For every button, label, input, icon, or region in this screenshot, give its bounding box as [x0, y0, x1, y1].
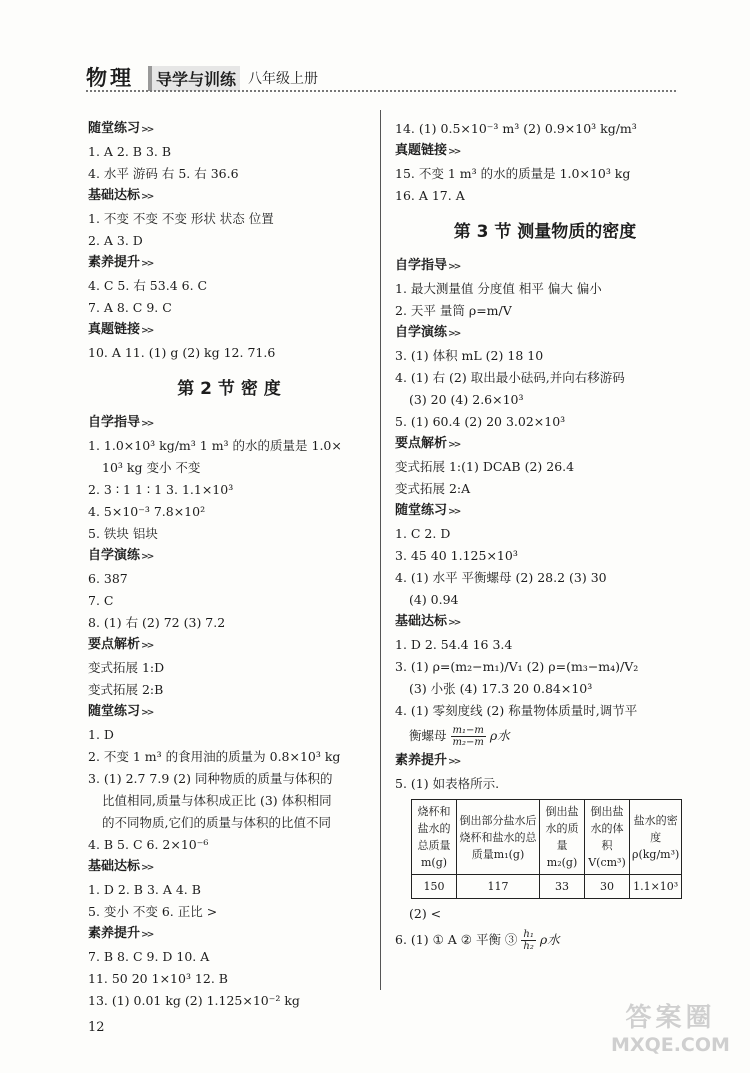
section-heading: 自学指导 >>: [395, 255, 695, 278]
section-heading: 自学演练 >>: [88, 545, 370, 568]
answer-line: 8. (1) 右 (2) 72 (3) 7.2: [88, 615, 226, 630]
answer-line: 5. (1) 60.4 (2) 20 3.02×10³: [395, 414, 566, 429]
answer-line: 4. 5×10⁻³ 7.8×10²: [88, 504, 206, 519]
table-cell: 1.1×10³: [630, 875, 682, 899]
answer-line: 变式拓展 2:A: [395, 481, 471, 496]
answer-line: 2. 天平 量筒 ρ=m/V: [395, 303, 512, 318]
table-cell: 150: [412, 875, 457, 899]
section-heading: 要点解析 >>: [395, 433, 695, 456]
answer-line: 13. (1) 0.01 kg (2) 1.125×10⁻² kg: [88, 993, 300, 1008]
answer-line: 比值相同,质量与体积成正比 (3) 体积相同: [102, 793, 332, 808]
header-brand: 导学与训练: [148, 66, 240, 91]
answer-line: 5. 变小 不变 6. 正比 >: [88, 904, 218, 919]
section-heading: 基础达标 >>: [88, 856, 370, 879]
left-column: [88, 118, 370, 1012]
answer-line: 1. 1.0×10³ kg/m³ 1 m³ 的水的质量是 1.0×: [88, 438, 342, 453]
answer-line: 变式拓展 2:B: [88, 682, 164, 697]
answer-line-with-fraction: [395, 925, 695, 955]
section-heading: 随堂练习 >>: [88, 701, 370, 724]
table-header-cell: 倒出盐水的质量m₂(g): [540, 800, 585, 875]
answer-line: 3. (1) ρ=(m₂−m₁)/V₁ (2) ρ=(m₃−m₄)/V₂: [395, 659, 639, 674]
answer-line: 4. B 5. C 6. 2×10⁻⁶: [88, 837, 209, 852]
fraction-numerator: h₁: [523, 929, 534, 940]
right-column: [395, 118, 695, 955]
answer-line: 1. D 2. 54.4 16 3.4: [395, 637, 513, 652]
section-heading: 真题链接 >>: [395, 140, 695, 163]
answer-line: 1. D 2. B 3. A 4. B: [88, 882, 201, 897]
rho-symbol: ρ水: [489, 728, 510, 743]
answer-line: (3) 20 (4) 2.6×10³: [409, 392, 524, 407]
answer-line-with-fraction: [395, 722, 695, 750]
answer-line: 1. D: [88, 727, 114, 742]
density-table: [411, 799, 682, 899]
section-heading: 真题链接 >>: [88, 319, 370, 342]
table-cell: 33: [540, 875, 585, 899]
answer-line: 的不同物质,它们的质量与体积的比值不同: [102, 815, 331, 830]
section-heading: 自学指导 >>: [88, 412, 370, 435]
section-heading: 素养提升 >>: [88, 923, 370, 946]
answer-line: 7. B 8. C 9. D 10. A: [88, 949, 210, 964]
header-grade: 八年级上册: [248, 71, 318, 87]
answer-line: 14. (1) 0.5×10⁻³ m³ (2) 0.9×10³ kg/m³: [395, 121, 637, 136]
watermark-text: 答案圈: [625, 1003, 716, 1033]
answer-line: 5. (1) 如表格所示.: [395, 776, 500, 791]
table-header-cell: 倒出部分盐水后烧杯和盐水的总质量m₁(g): [457, 800, 540, 875]
answer-line: 16. A 17. A: [395, 188, 465, 203]
answer-line: 2. 3 ∶ 1 1 ∶ 1 3. 1.1×10³: [88, 482, 234, 497]
fraction: [451, 725, 486, 748]
section-heading: 随堂练习 >>: [88, 118, 370, 141]
answer-text: 衡螺母: [409, 728, 447, 743]
answer-line: 2. 不变 1 m³ 的食用油的质量为 0.8×10³ kg: [88, 749, 341, 764]
answer-line: 4. C 5. 右 53.4 6. C: [88, 278, 208, 293]
answer-line: 变式拓展 1:D: [88, 660, 165, 675]
answer-line: 10³ kg 变小 不变: [102, 460, 201, 475]
answer-line: (3) 小张 (4) 17.3 20 0.84×10³: [409, 681, 593, 696]
answer-line: 5. 铁块 铝块: [88, 526, 158, 541]
chapter-title: 第 2 节 密 度: [177, 379, 281, 399]
answer-line: (4) 0.94: [409, 592, 459, 607]
answer-line: 4. (1) 零刻度线 (2) 称量物体质量时,调节平: [395, 703, 638, 718]
fraction-denominator: m₂−m: [452, 737, 484, 748]
section-heading: 随堂练习 >>: [395, 500, 695, 523]
header-subject: 物理: [86, 65, 134, 90]
table-cell: 117: [457, 875, 540, 899]
watermark-url: MXQE.COM: [611, 1034, 730, 1056]
chapter-title: 第 3 节 测量物质的密度: [453, 222, 637, 242]
section-heading: 要点解析 >>: [88, 634, 370, 657]
answer-line: 1. C 2. D: [395, 526, 451, 541]
table-header-row: [412, 800, 682, 875]
table-header-cell: 烧杯和盐水的总质量m(g): [412, 800, 457, 875]
answer-line: 3. (1) 2.7 7.9 (2) 同种物质的质量与体积的: [88, 771, 333, 786]
page-header: [86, 62, 676, 96]
section-heading: 素养提升 >>: [88, 252, 370, 275]
fraction-numerator: m₁−m: [452, 725, 484, 736]
answer-line: 7. C: [88, 593, 114, 608]
answer-line: 1. 最大测量值 分度值 相平 偏大 偏小: [395, 281, 602, 296]
answer-line: 3. (1) 体积 mL (2) 18 10: [395, 348, 544, 363]
answer-line: 7. A 8. C 9. C: [88, 300, 172, 315]
section-heading: 基础达标 >>: [395, 611, 695, 634]
table-cell: 30: [585, 875, 630, 899]
answer-line: 10. A 11. (1) g (2) kg 12. 71.6: [88, 345, 276, 360]
watermark-logo: [603, 997, 738, 1065]
fraction: [521, 929, 535, 952]
answer-line: 4. 水平 游码 右 5. 右 36.6: [88, 166, 239, 181]
answer-line: 4. (1) 水平 平衡螺母 (2) 28.2 (3) 30: [395, 570, 607, 585]
answer-line: (2) <: [409, 906, 442, 921]
answer-line: 3. 45 40 1.125×10³: [395, 548, 518, 563]
answer-line: 6. 387: [88, 571, 128, 586]
page-number: 12: [88, 1020, 105, 1035]
table-header-cell: 盐水的密度ρ(kg/m³): [630, 800, 682, 875]
section-heading: 基础达标 >>: [88, 185, 370, 208]
answer-line: 15. 不变 1 m³ 的水的质量是 1.0×10³ kg: [395, 166, 631, 181]
rho-symbol: ρ水: [539, 932, 560, 947]
table-header-cell: 倒出盐水的体积V(cm³): [585, 800, 630, 875]
header-rule: [86, 90, 676, 92]
answer-line: 1. A 2. B 3. B: [88, 144, 172, 159]
answer-text: 6. (1) ① A ② 平衡 ③: [395, 932, 518, 947]
answer-line: 变式拓展 1:(1) DCAB (2) 26.4: [395, 459, 575, 474]
answer-line: 4. (1) 右 (2) 取出最小砝码,并向右移游码: [395, 370, 625, 385]
answer-line: 1. 不变 不变 不变 形状 状态 位置: [88, 211, 274, 226]
answer-line: 11. 50 20 1×10³ 12. B: [88, 971, 228, 986]
answer-line: 2. A 3. D: [88, 233, 143, 248]
column-divider: [380, 110, 381, 990]
table-row: [412, 875, 682, 899]
section-heading: 自学演练 >>: [395, 322, 695, 345]
section-heading: 素养提升 >>: [395, 750, 695, 773]
fraction-denominator: h₂: [523, 941, 534, 952]
